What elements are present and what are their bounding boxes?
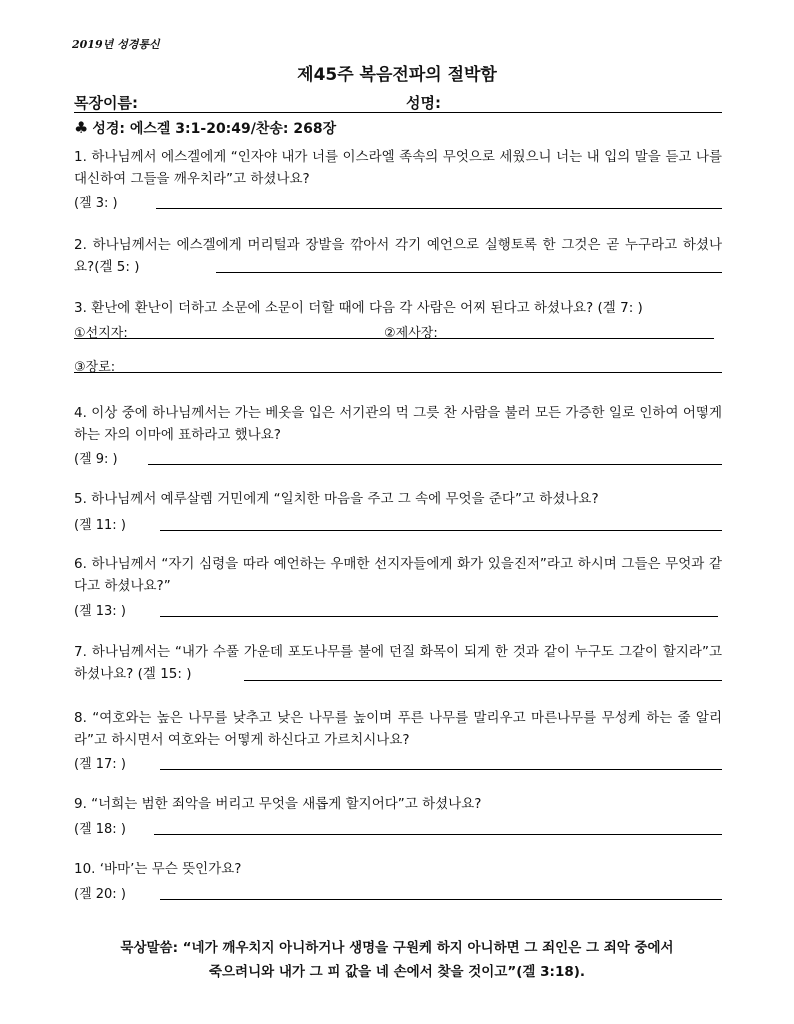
reference: (겔 18: ) bbox=[74, 822, 126, 837]
group-name-label: 목장이름: bbox=[74, 94, 138, 112]
person-name-label: 성명: bbox=[406, 94, 441, 112]
answer-row-3b bbox=[74, 354, 722, 374]
answer-line[interactable] bbox=[74, 338, 384, 339]
question-text: 1. 하나님께서 에스겔에게 “인자야 내가 너를 이스라엘 족속의 무엇으로 세웠으니 너는 내 입의 말을 듣고 나를 대신하여 그들을 깨우치라”고 하셨나요? bbox=[74, 149, 722, 187]
answer-line[interactable] bbox=[74, 372, 722, 373]
sub-label-prophet: ①선지자: bbox=[74, 326, 128, 341]
answer-line[interactable] bbox=[148, 464, 722, 465]
meditation-line-1: 묵상말씀: “네가 깨우치지 아니하거나 생명을 구원케 하지 아니하면 그 죄인은 그 죄악 중에서 bbox=[120, 940, 674, 956]
answer-row-4 bbox=[74, 446, 722, 466]
reference: (겔 20: ) bbox=[74, 887, 126, 902]
question-8 bbox=[74, 707, 722, 751]
question-text: 4. 이상 중에 하나님께서는 가는 베옷을 입은 서기관의 먹 그릇 찬 사람을 불러 모든 가증한 일로 인하여 어떻게 하는 자의 이마에 표하라고 했나요? bbox=[74, 405, 722, 443]
answer-line[interactable] bbox=[384, 338, 714, 339]
scripture-line bbox=[74, 118, 336, 138]
answer-row-7 bbox=[74, 662, 722, 682]
answer-row-6 bbox=[74, 598, 722, 618]
meditation-line-2: 죽으려니와 내가 그 피 값을 네 손에서 찾을 것이고”(겔 3:18). bbox=[208, 964, 586, 980]
answer-row-3a bbox=[74, 320, 722, 340]
sub-label-elders: ③장로: bbox=[74, 360, 116, 375]
sub-label-priest: ②제사장: bbox=[384, 326, 438, 341]
answer-row-5 bbox=[74, 512, 722, 532]
answer-row-10 bbox=[74, 881, 722, 901]
header-note: 2019년 성경통신 bbox=[72, 38, 160, 51]
reference: (겔 17: ) bbox=[74, 757, 126, 772]
scripture-text: 성경: 에스겔 3:1-20:49/찬송: 268장 bbox=[92, 121, 337, 137]
answer-row-1 bbox=[74, 190, 722, 210]
question-text: 2. 하나님께서는 에스겔에게 머리털과 장발을 깎아서 각기 예언으로 실행토록 한 그것은 곧 누구라고 하셨나요?(겔 5: ) bbox=[74, 237, 722, 275]
question-text: 9. “너희는 범한 죄악을 버리고 무엇을 새롭게 할지어다”고 하셨나요? bbox=[74, 796, 482, 812]
question-text: 3. 환난에 환난이 더하고 소문에 소문이 더할 때에 다음 각 사람은 어찌 된다고 하셨나요? (겔 7: ) bbox=[74, 300, 643, 316]
answer-line[interactable] bbox=[160, 899, 722, 900]
question-4 bbox=[74, 402, 722, 446]
answer-row-9 bbox=[74, 816, 722, 836]
club-icon: ♣ bbox=[74, 118, 89, 137]
answer-line[interactable] bbox=[156, 208, 722, 209]
question-1 bbox=[74, 146, 722, 190]
question-3 bbox=[74, 297, 722, 319]
question-text: 6. 하나님께서 “자기 심령을 따라 예언하는 우매한 선지자들에게 화가 있을진저”라고 하시며 그들은 무엇과 같다고 하셨나요?” bbox=[74, 556, 722, 594]
question-text: 7. 하나님께서는 “내가 수풀 가운데 포도나무를 불에 던질 화목이 되게 한 것과 같이 누구도 그같이 할지라”고 하셨나요? (겔 15: ) bbox=[74, 644, 722, 682]
answer-row-8 bbox=[74, 751, 722, 771]
question-6 bbox=[74, 553, 722, 597]
answer-line[interactable] bbox=[160, 616, 718, 617]
meditation-verse bbox=[0, 936, 794, 984]
reference: (겔 3: ) bbox=[74, 196, 118, 211]
answer-row-2 bbox=[74, 254, 722, 274]
question-text: 8. “여호와는 높은 나무를 낮추고 낮은 나무를 높이며 푸른 나무를 말리우고 마른나무를 무성케 하는 줄 알리라”고 하시면서 여호와는 어떻게 하신다고 가르치시나요? bbox=[74, 710, 722, 748]
question-text: 5. 하나님께서 예루살렘 거민에게 “일치한 마음을 주고 그 속에 무엇을 준다”고 하셨나요? bbox=[74, 491, 599, 507]
name-row bbox=[74, 92, 722, 113]
question-5 bbox=[74, 488, 722, 510]
page-title: 제45주 복음전파의 절박함 bbox=[297, 65, 497, 85]
answer-line[interactable] bbox=[244, 680, 722, 681]
reference: (겔 9: ) bbox=[74, 452, 118, 467]
question-9 bbox=[74, 793, 722, 815]
answer-line[interactable] bbox=[154, 834, 722, 835]
question-10 bbox=[74, 858, 722, 880]
answer-line[interactable] bbox=[160, 530, 722, 531]
reference: (겔 13: ) bbox=[74, 604, 126, 619]
question-text: 10. ‘바마’는 무슨 뜻인가요? bbox=[74, 861, 242, 877]
answer-line[interactable] bbox=[216, 272, 722, 273]
reference: (겔 11: ) bbox=[74, 518, 126, 533]
answer-line[interactable] bbox=[160, 769, 722, 770]
